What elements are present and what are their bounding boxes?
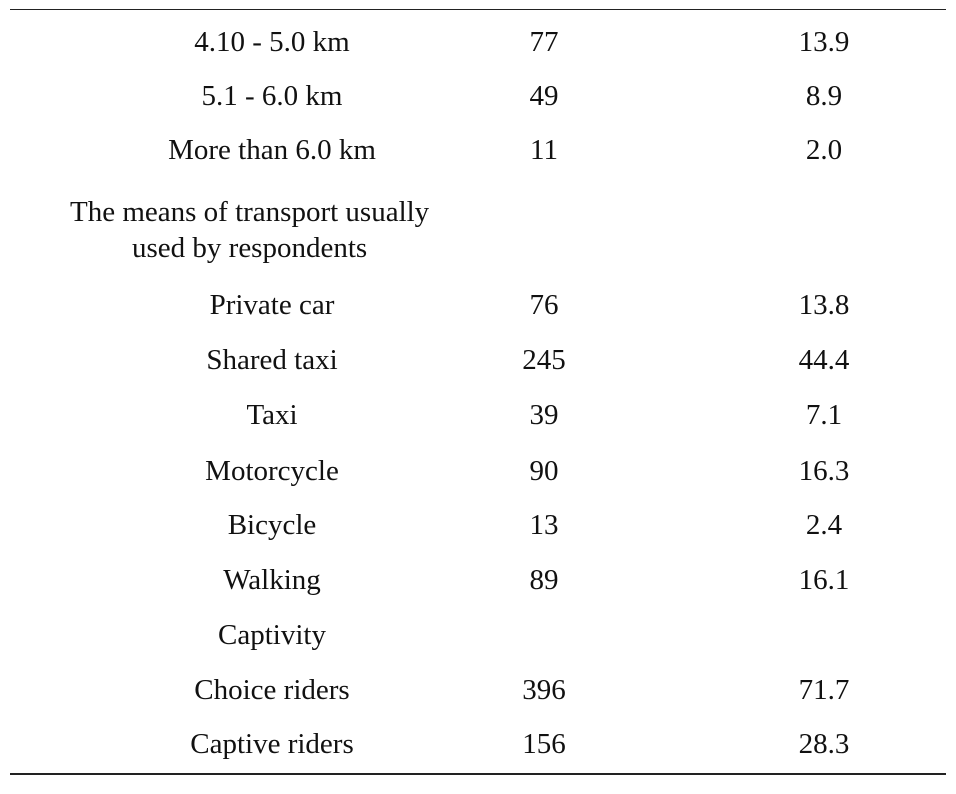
row-label: Motorcycle [205, 455, 339, 487]
row-percent: 2.0 [805, 134, 843, 166]
table-row [10, 672, 946, 708]
table-row [10, 78, 946, 114]
table-row [10, 132, 946, 168]
table-row [10, 562, 946, 598]
row-label: Shared taxi [206, 344, 338, 376]
row-count: 13 [529, 509, 559, 541]
table-row [10, 24, 946, 60]
row-count: 77 [529, 26, 559, 58]
table-row [10, 453, 946, 489]
row-count: 39 [529, 399, 559, 431]
section-heading-text [70, 194, 429, 266]
table-row [10, 726, 946, 762]
row-label: Captive riders [190, 728, 354, 760]
row-percent: 16.1 [798, 564, 850, 596]
row-label: More than 6.0 km [168, 134, 376, 166]
row-percent: 13.8 [798, 289, 850, 321]
row-percent: 28.3 [798, 728, 850, 760]
row-percent: 71.7 [798, 674, 850, 706]
row-percent: 13.9 [798, 26, 850, 58]
section-heading-line2: used by respondents [132, 232, 368, 264]
row-count: 11 [530, 134, 558, 166]
table-row [10, 287, 946, 323]
row-percent: 44.4 [798, 344, 850, 376]
row-percent: 7.1 [805, 399, 843, 431]
section-heading-captivity [10, 617, 946, 653]
section-heading-text: Captivity [218, 619, 326, 651]
row-label: Bicycle [227, 509, 317, 541]
row-label: Walking [223, 564, 321, 596]
row-count: 156 [522, 728, 566, 760]
row-label: Choice riders [194, 674, 350, 706]
row-count: 90 [529, 455, 559, 487]
data-table [10, 9, 946, 775]
table-row [10, 342, 946, 378]
section-heading-transport [10, 194, 946, 266]
table-row [10, 397, 946, 433]
row-count: 245 [522, 344, 566, 376]
row-count: 76 [529, 289, 559, 321]
row-percent: 8.9 [805, 80, 843, 112]
row-label: 5.1 - 6.0 km [201, 80, 343, 112]
row-label: 4.10 - 5.0 km [194, 26, 350, 58]
section-heading-line1: The means of transport usually [70, 196, 430, 228]
row-label: Taxi [246, 399, 298, 431]
row-percent: 16.3 [798, 455, 850, 487]
row-label: Private car [209, 289, 335, 321]
row-count: 396 [522, 674, 566, 706]
table-row [10, 507, 946, 543]
row-count: 49 [529, 80, 559, 112]
row-percent: 2.4 [805, 509, 843, 541]
row-count: 89 [529, 564, 559, 596]
